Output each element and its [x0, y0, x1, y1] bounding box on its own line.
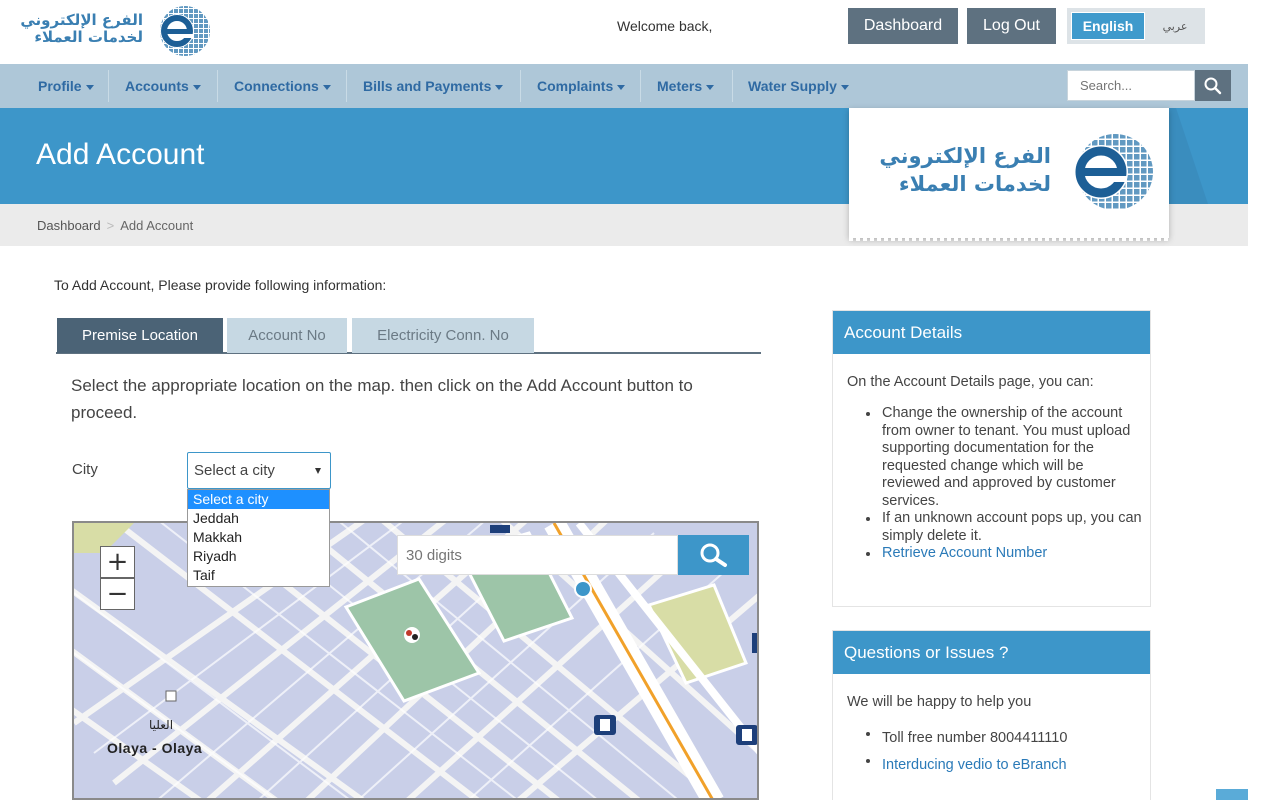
logo-card-arabic-line1: الفرع الإلكتروني	[879, 144, 1051, 168]
intro-video-link[interactable]: Interducing vedio to eBranch	[863, 752, 1143, 779]
nav-complaints[interactable]	[537, 64, 625, 108]
nav-accounts[interactable]	[125, 64, 201, 108]
ebranch-globe-icon	[149, 4, 215, 58]
list-item: Change the ownership of the account from owner to tenant. You must upload supporting documentation for the requested change which will be reviewed and approved by customer services.	[863, 405, 1143, 510]
nav-divider	[520, 70, 521, 102]
nav-water-supply[interactable]	[748, 64, 849, 108]
logo-card-perforation	[849, 235, 1169, 241]
account-details-panel	[832, 310, 1151, 607]
nav-complaints-label: Complaints	[537, 78, 614, 94]
site-search-input[interactable]	[1067, 70, 1195, 101]
language-switcher	[1067, 8, 1205, 44]
map-zoom-in-button[interactable]: +	[100, 546, 135, 578]
nav-meters-label: Meters	[657, 78, 703, 94]
caret-down-icon	[841, 85, 849, 90]
nav-divider	[640, 70, 641, 102]
caret-down-icon	[193, 85, 201, 90]
nav-connections-label: Connections	[234, 78, 319, 94]
nav-connections[interactable]	[234, 64, 331, 108]
list-item: If an unknown account pops up, you can simply delete it.	[863, 510, 1143, 545]
intro-text: To Add Account, Please provide following information:	[54, 277, 387, 293]
tab-premise-location[interactable]: Premise Location	[57, 318, 223, 353]
map-search-input[interactable]	[397, 535, 678, 575]
page-title: Add Account	[36, 138, 205, 171]
logo-arabic-line2: لخدمات العملاء	[34, 28, 143, 46]
city-option-select[interactable]: Select a city	[188, 490, 329, 509]
caret-down-icon	[706, 85, 714, 90]
add-account-tabs	[56, 318, 761, 354]
top-header	[0, 0, 1280, 64]
city-select[interactable]	[187, 452, 331, 489]
tab-electricity-conn-no[interactable]: Electricity Conn. No	[352, 318, 534, 353]
account-details-intro: On the Account Details page, you can:	[847, 374, 1094, 390]
logo-card-arabic-line2: لخدمات العملاء	[898, 172, 1051, 196]
account-details-title: Account Details	[833, 311, 1150, 354]
breadcrumb-dashboard-link[interactable]: Dashboard	[37, 218, 101, 233]
caret-down-icon	[617, 85, 625, 90]
caret-down-icon	[495, 85, 503, 90]
map-zoom-out-button[interactable]: −	[100, 578, 135, 610]
breadcrumb	[37, 218, 193, 233]
site-search-button[interactable]	[1195, 70, 1231, 101]
tab-account-no[interactable]: Account No	[227, 318, 347, 353]
language-arabic-button[interactable]: عربي	[1162, 19, 1188, 33]
questions-panel	[832, 630, 1151, 800]
ebranch-logo[interactable]	[20, 4, 215, 56]
city-dropdown-list	[187, 489, 330, 587]
map-district-label-arabic: العليا	[149, 718, 174, 732]
city-select-value: Select a city	[194, 462, 275, 479]
search-icon	[1204, 77, 1222, 95]
dashboard-button[interactable]: Dashboard	[848, 8, 958, 44]
breadcrumb-separator: >	[106, 218, 115, 233]
back-to-top-button[interactable]	[1216, 789, 1248, 800]
nav-profile-label: Profile	[38, 78, 82, 94]
logout-button[interactable]: Log Out	[967, 8, 1056, 44]
ebranch-logo-card	[849, 108, 1169, 238]
nav-bills-and-payments[interactable]	[363, 64, 503, 108]
toll-free-number: Toll free number 8004411110	[863, 725, 1143, 752]
logo-arabic-line1: الفرع الإلكتروني	[20, 11, 143, 29]
map-district-label: Olaya - Olaya	[107, 740, 203, 756]
nav-divider	[108, 70, 109, 102]
nav-meters[interactable]	[657, 64, 714, 108]
questions-list	[863, 725, 1143, 779]
nav-divider	[732, 70, 733, 102]
map-search-button[interactable]	[678, 535, 749, 575]
ebranch-globe-icon	[1057, 126, 1157, 222]
retrieve-account-number-link[interactable]: Retrieve Account Number	[863, 545, 1143, 563]
city-label: City	[72, 461, 98, 478]
nav-bills-label: Bills and Payments	[363, 78, 492, 94]
nav-divider	[346, 70, 347, 102]
city-option-jeddah[interactable]: Jeddah	[193, 510, 239, 526]
main-nav	[0, 64, 1248, 108]
city-option-riyadh[interactable]: Riyadh	[193, 548, 237, 564]
language-english-button[interactable]: English	[1071, 12, 1145, 40]
nav-profile[interactable]	[38, 64, 94, 108]
questions-intro: We will be happy to help you	[847, 694, 1032, 710]
welcome-text: Welcome back,	[617, 18, 713, 34]
caret-down-icon	[323, 85, 331, 90]
city-option-taif[interactable]: Taif	[193, 567, 215, 583]
dropdown-arrow-icon	[315, 468, 321, 474]
map-instructions: Select the appropriate location on the map. then click on the Add Account button to proceed.	[71, 376, 693, 422]
breadcrumb-current: Add Account	[120, 218, 194, 233]
nav-accounts-label: Accounts	[125, 78, 189, 94]
questions-title: Questions or Issues ?	[833, 631, 1150, 674]
search-icon	[699, 542, 729, 568]
account-details-list	[863, 405, 1143, 563]
nav-divider	[217, 70, 218, 102]
city-option-makkah[interactable]: Makkah	[193, 529, 243, 545]
nav-water-supply-label: Water Supply	[748, 78, 837, 94]
caret-down-icon	[86, 85, 94, 90]
